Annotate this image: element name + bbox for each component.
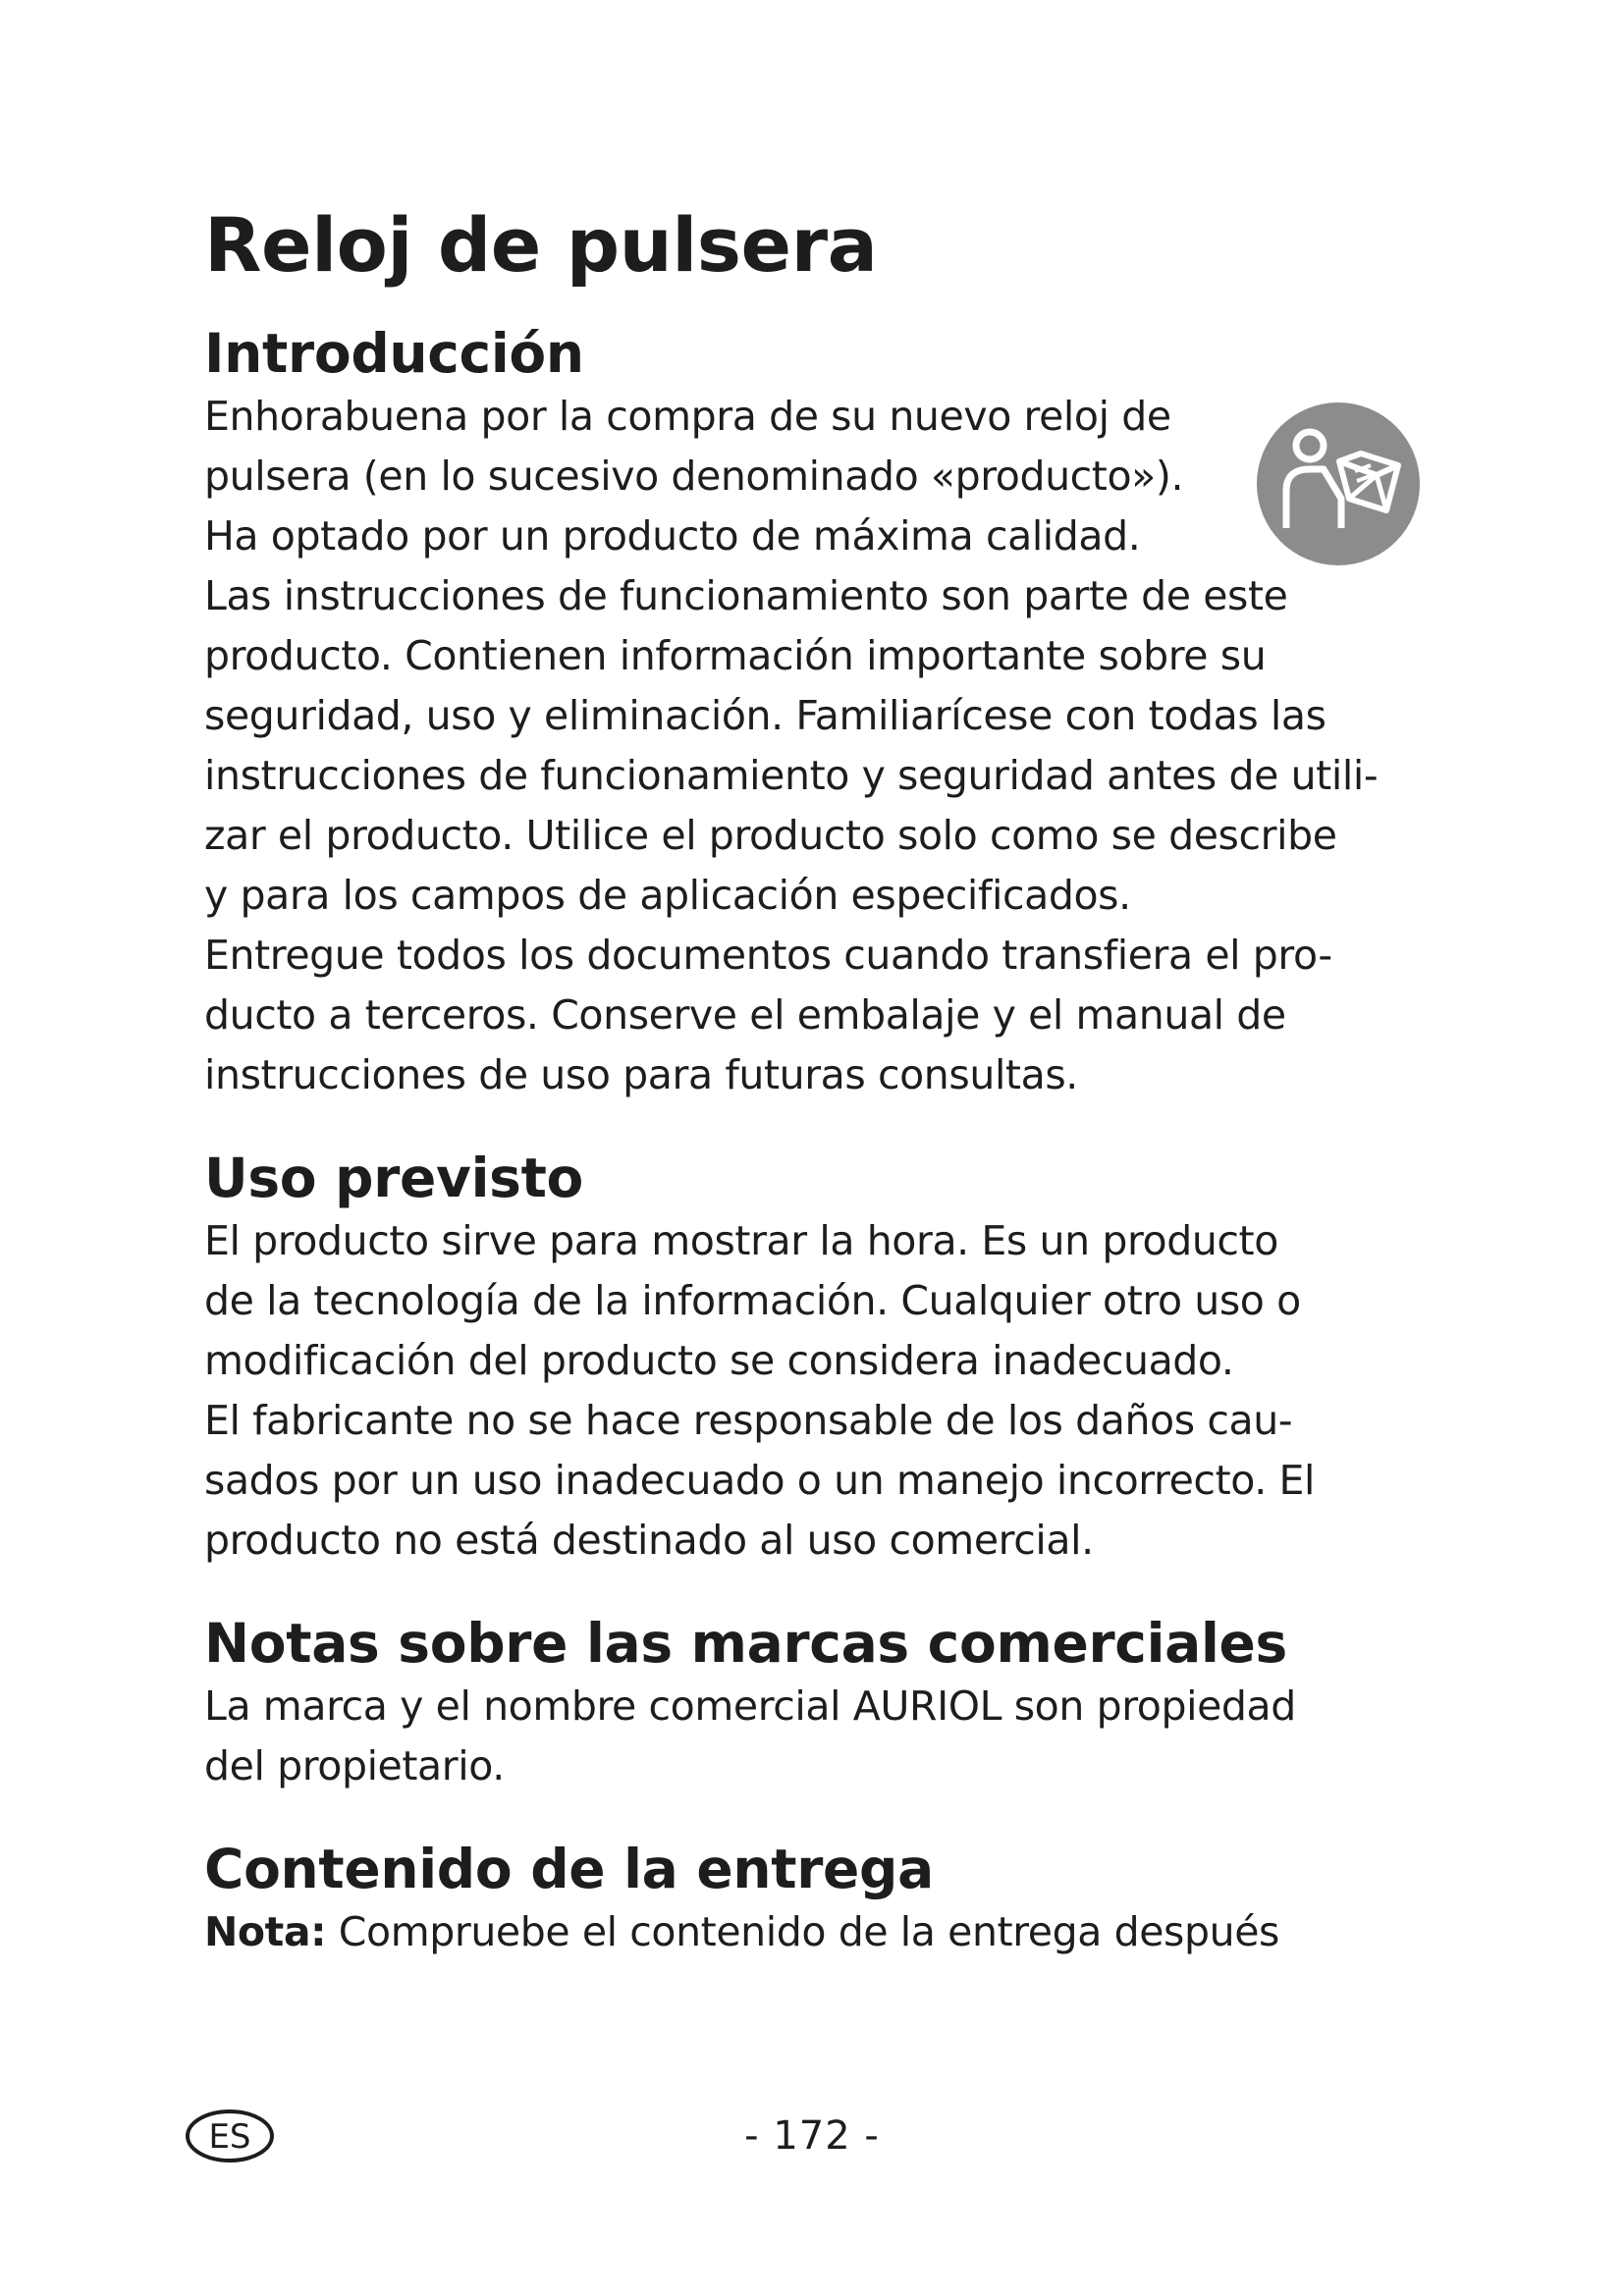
text-line: del propietario. xyxy=(204,1742,505,1789)
text-line: producto. Contienen información importante sobre su xyxy=(204,632,1267,679)
paragraph-notas-marcas xyxy=(204,1677,1422,1796)
text-line: zar el producto. Utilice el producto solo como se describe xyxy=(204,812,1337,859)
note-text: Compruebe el contenido de la entrega después xyxy=(326,1908,1279,1955)
text-line: producto no está destinado al uso comercial. xyxy=(204,1517,1094,1564)
text-line: Las instrucciones de funcionamiento son parte de este xyxy=(204,572,1288,619)
text-line xyxy=(204,1902,1422,1962)
text-line: de la tecnología de la información. Cualquier otro uso o xyxy=(204,1277,1301,1324)
section-contenido-entrega xyxy=(204,1836,1422,1962)
manual-page xyxy=(204,196,1422,1962)
text-line: Ha optado por un producto de máxima calidad. xyxy=(204,512,1141,560)
note-label: Nota: xyxy=(204,1908,327,1955)
text-line: Entregue todos los documentos cuando transfiera el pro- xyxy=(204,932,1332,979)
page-number: - 172 - xyxy=(744,2113,880,2159)
section-uso-previsto xyxy=(204,1145,1422,1571)
read-instructions-icon xyxy=(1255,400,1422,567)
section-heading-contenido-entrega: Contenido de la entrega xyxy=(204,1838,934,1900)
text-line: instrucciones de funcionamiento y seguridad antes de utili- xyxy=(204,752,1379,799)
section-heading-introduccion: Introducción xyxy=(204,322,584,385)
text-line: El fabricante no se hace responsable de los daños cau- xyxy=(204,1397,1293,1444)
section-heading-uso-previsto: Uso previsto xyxy=(204,1147,584,1209)
text-line: y para los campos de aplicación especificados. xyxy=(204,872,1131,919)
text-line: seguridad, uso y eliminación. Familiarícese con todas las xyxy=(204,692,1326,739)
text-line: sados por un uso inadecuado o un manejo incorrecto. El xyxy=(204,1457,1315,1504)
text-line: El producto sirve para mostrar la hora. Es un producto xyxy=(204,1217,1278,1264)
section-introduccion xyxy=(204,320,1422,1105)
text-line: La marca y el nombre comercial AURIOL son propiedad xyxy=(204,1682,1296,1730)
section-notas-marcas xyxy=(204,1610,1422,1796)
text-line: instrucciones de uso para futuras consultas. xyxy=(204,1051,1078,1098)
paragraph-introduccion xyxy=(204,387,1422,1105)
text-line: Enhorabuena por la compra de su nuevo reloj de xyxy=(204,393,1171,440)
text-line: pulsera (en lo sucesivo denominado «producto»). xyxy=(204,453,1184,500)
language-code: ES xyxy=(208,2117,251,2157)
text-line: modificación del producto se considera inadecuado. xyxy=(204,1337,1234,1384)
paragraph-contenido-entrega xyxy=(204,1902,1422,1962)
paragraph-uso-previsto xyxy=(204,1211,1422,1571)
section-heading-notas-marcas: Notas sobre las marcas comerciales xyxy=(204,1612,1287,1675)
page-title: Reloj de pulsera xyxy=(204,201,878,289)
text-line: ducto a terceros. Conserve el embalaje y el manual de xyxy=(204,991,1286,1039)
